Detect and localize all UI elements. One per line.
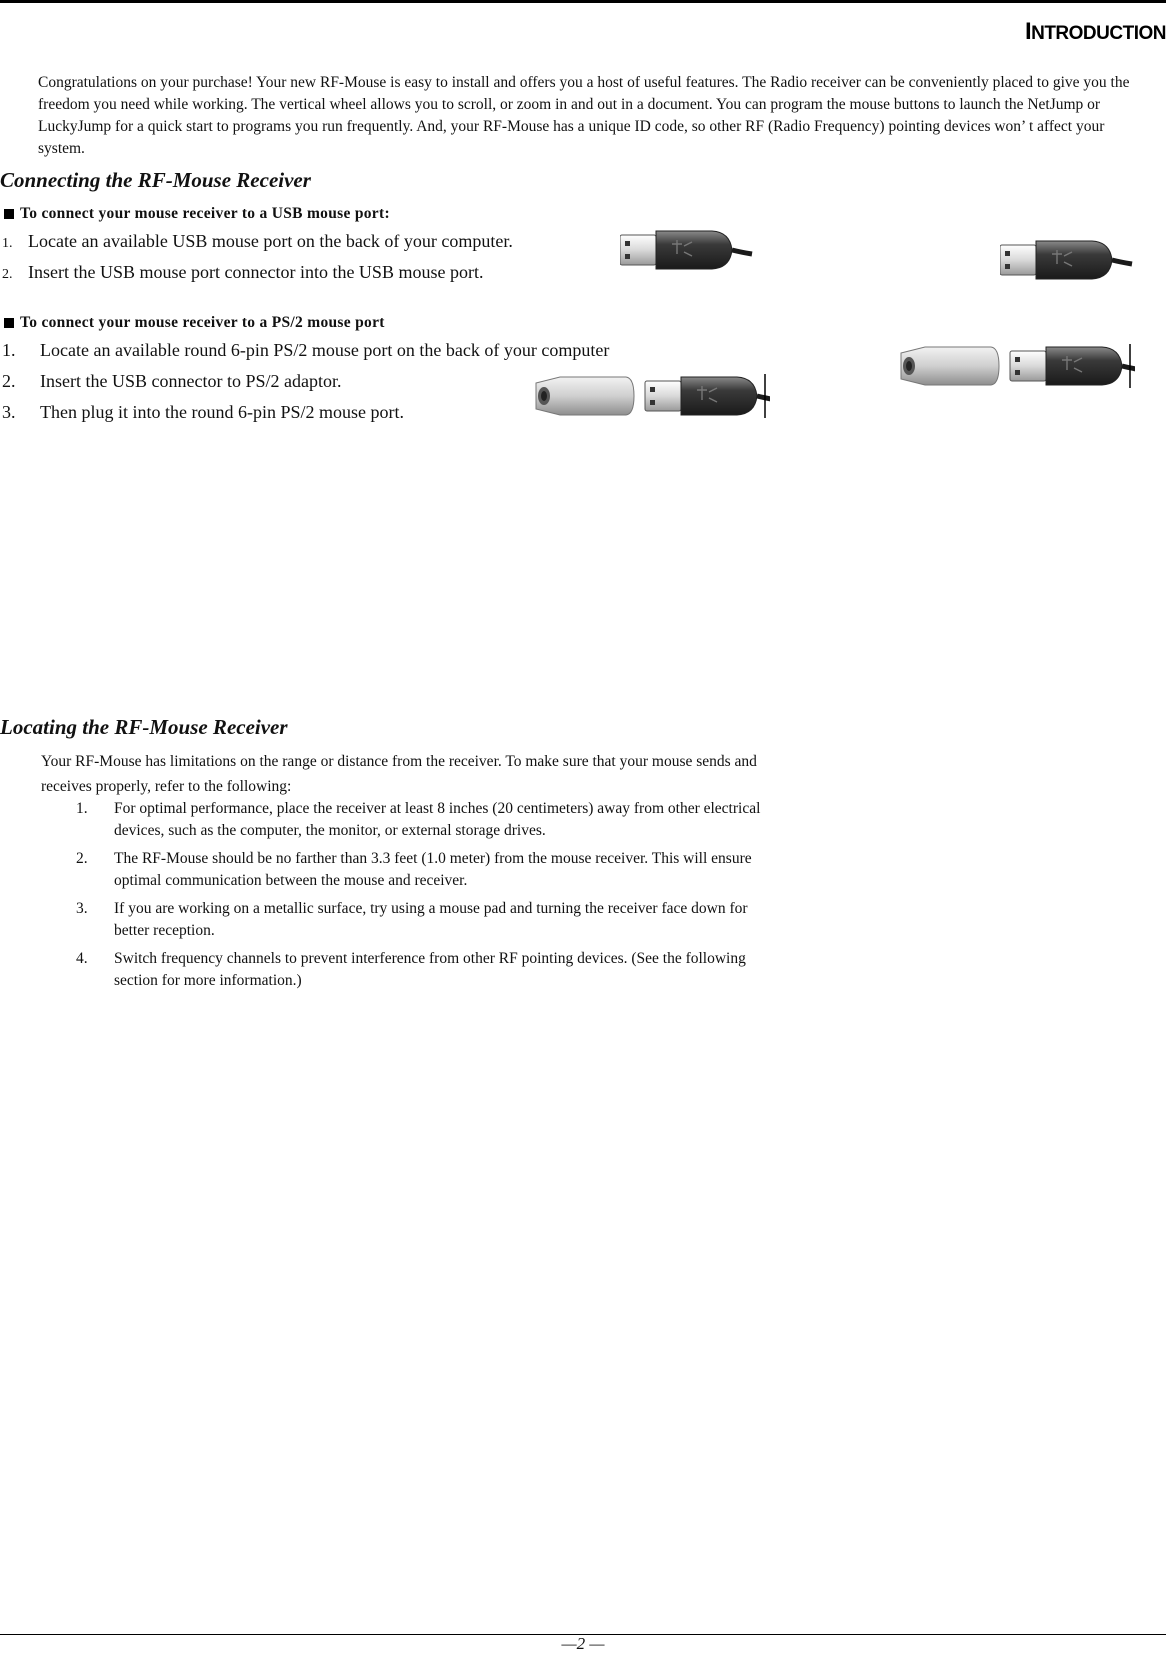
list-item-number: 2. <box>76 850 88 867</box>
list-item <box>76 798 781 842</box>
ps2-adaptor-figure <box>530 372 770 420</box>
usb-step-2 <box>2 262 483 283</box>
usb-plug-icon <box>645 377 770 415</box>
connecting-heading: Connecting the RF-Mouse Receiver <box>0 168 311 192</box>
ps2-step-1 <box>2 340 609 361</box>
usb-step-text: Insert the USB mouse port connector into the USB mouse port. <box>28 262 484 282</box>
usb-plug-icon <box>620 231 752 269</box>
intro-paragraph: Congratulations on your purchase! Your new RF-Mouse is easy to install and offers you a host of useful features. The Radio receiver can be conveniently placed to give you the freedom you need while working. The vertical wheel allows you to scroll, or zoom in and out in a document. You can program the mouse buttons to launch the NetJump or LuckyJump for a quick start to programs you run frequently. And, your RF-Mouse has a unique ID code, so other RF (Radio Frequency) pointing devices won’ t affect your system. <box>38 74 1130 157</box>
list-item <box>76 948 781 992</box>
ps2-subheading <box>0 314 385 332</box>
usb-step-number: 1. <box>2 236 13 251</box>
locating-list <box>76 798 781 998</box>
section-title <box>1025 18 1166 46</box>
usb-plug-icon <box>1010 347 1135 385</box>
usb-step-text: Locate an available USB mouse port on the back of your computer. <box>28 231 513 251</box>
ps2-adaptor-icon <box>536 377 634 415</box>
section-title-rest: NTRODUCTION <box>1031 23 1166 44</box>
list-item-number: 1. <box>76 800 88 817</box>
bullet-square-icon <box>4 318 14 328</box>
list-item <box>76 848 781 892</box>
ps2-step-text: Then plug it into the round 6-pin PS/2 mouse port. <box>40 402 404 422</box>
top-rule <box>0 0 1166 3</box>
list-item-text: The RF-Mouse should be no farther than 3.3 feet (1.0 meter) from the mouse receiver. This will ensure optimal communication between the mouse and receiver. <box>114 850 752 889</box>
usb-plug-icon <box>1000 241 1132 279</box>
ps2-adaptor-icon <box>901 347 999 385</box>
ps2-step-text: Locate an available round 6-pin PS/2 mouse port on the back of your computer <box>40 340 610 360</box>
usb-subheading <box>0 205 390 223</box>
ps2-step-3 <box>2 402 404 423</box>
list-item-text: For optimal performance, place the receiver at least 8 inches (20 centimeters) away from other electrical devices, such as the computer, the monitor, or external storage drives. <box>114 800 761 839</box>
usb-connector-figure <box>620 228 760 274</box>
ps2-step-number: 3. <box>2 402 16 422</box>
usb-connector-figure <box>1000 238 1140 284</box>
page-number: —2 — <box>561 1634 605 1653</box>
ps2-step-number: 1. <box>2 340 16 360</box>
ps2-step-text: Insert the USB connector to PS/2 adaptor. <box>40 371 342 391</box>
list-item-number: 4. <box>76 950 88 967</box>
list-item <box>76 898 781 942</box>
list-item-number: 3. <box>76 900 88 917</box>
list-item-text: If you are working on a metallic surface, try using a mouse pad and turning the receiver face down for better reception. <box>114 900 748 939</box>
bullet-square-icon <box>4 209 14 219</box>
list-item-text: Switch frequency channels to prevent interference from other RF pointing devices. (See the following section for more information.) <box>114 950 746 989</box>
ps2-subheading-text: To connect your mouse receiver to a PS/2 mouse port <box>20 314 385 331</box>
usb-step-number: 2. <box>2 267 13 282</box>
ps2-step-number: 2. <box>2 371 16 391</box>
ps2-step-2 <box>2 371 341 392</box>
usb-subheading-text: To connect your mouse receiver to a USB mouse port: <box>20 205 390 222</box>
locating-intro: Your RF-Mouse has limitations on the range or distance from the receiver. To make sure that your mouse sends and receives properly, refer to the following: <box>41 753 757 795</box>
ps2-adaptor-figure <box>895 342 1135 390</box>
section-title-initial: I <box>1024 18 1032 45</box>
locating-heading: Locating the RF-Mouse Receiver <box>0 715 288 739</box>
usb-step-1 <box>2 231 513 252</box>
